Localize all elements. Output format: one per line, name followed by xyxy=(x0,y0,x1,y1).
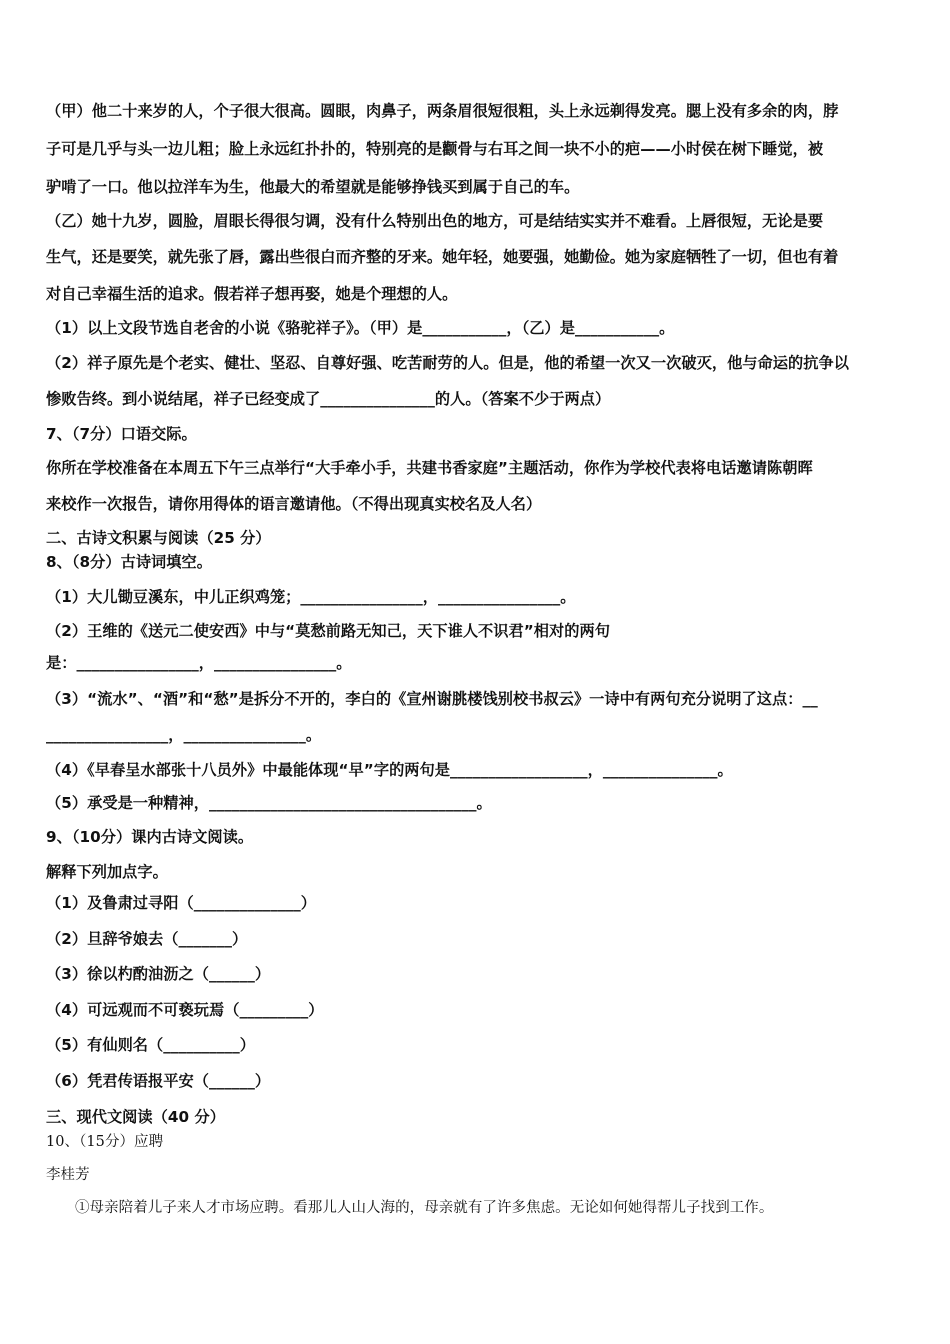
question-7-heading: 7、（7分）口语交际。 xyxy=(46,425,197,443)
passage-b-line-3: 对自己幸福生活的追求。假若祥子想再娶，她是个理想的人。 xyxy=(46,285,458,303)
question-7-text-line-2: 来校作一次报告，请你用得体的语言邀请他。（不得出现真实校名及人名） xyxy=(46,495,542,513)
question-8-1: （1）大儿锄豆溪东，中儿正织鸡笼；________________，________________。 xyxy=(46,588,576,606)
passage-b-line-1: （乙）她十九岁，圆脸，眉眼长得很匀调，没有什么特别出色的地方，可是结结实实并不难看。上唇很短，无论是要 xyxy=(46,212,824,230)
question-8-3-line-2: ________________，________________。 xyxy=(46,726,322,744)
question-10-paragraph-1: ①母亲陪着儿子来人才市场应聘。看那儿人山人海的，母亲就有了许多焦虑。无论如何她得帮儿子找到工作。 xyxy=(75,1200,774,1216)
question-9-item-6: （6）凭君传语报平安（______） xyxy=(46,1072,271,1090)
passage-a-line-2: 子可是几乎与头一边儿粗；脸上永远红扑扑的，特别亮的是颧骨与右耳之间一块不小的疤——小时侯在树下睡觉，被 xyxy=(46,140,824,158)
question-9-item-1: （1）及鲁肃过寻阳（______________） xyxy=(46,894,317,912)
section-3-heading: 三、现代文阅读（40 分） xyxy=(46,1108,225,1126)
question-7-text-line-1: 你所在学校准备在本周五下午三点举行“大手牵小手，共建书香家庭”主题活动，你作为学校代表将电话邀请陈朝晖 xyxy=(46,459,813,477)
section-2-heading: 二、古诗文积累与阅读（25 分） xyxy=(46,529,271,547)
question-8-2-line-2: 是：________________，________________。 xyxy=(46,654,352,672)
question-8-4: （4）《早春呈水部张十八员外》中最能体现“早”字的两句是__________________，_______________。 xyxy=(46,761,733,779)
question-9-item-5: （5）有仙则名（__________） xyxy=(46,1036,255,1054)
passage-b-line-2: 生气，还是要笑，就先张了唇，露出些很白而齐整的牙来。她年轻，她要强，她勤俭。她为家庭牺牲了一切，但也有着 xyxy=(46,248,839,266)
passage-a-line-3: 驴啃了一口。他以拉洋车为生，他最大的希望就是能够挣钱买到属于自己的车。 xyxy=(46,178,580,196)
question-8-2-line-1: （2）王维的《送元二使安西》中与“莫愁前路无知己，天下谁人不识君”相对的两句 xyxy=(46,622,610,640)
question-6-2-line-1: （2）祥子原先是个老实、健壮、坚忍、自尊好强、吃苦耐劳的人。但是，他的希望一次又一次破灭，他与命运的抗争以 xyxy=(46,354,849,372)
question-8-5: （5）承受是一种精神，___________________________________。 xyxy=(46,794,492,812)
question-10-author: 李桂芳 xyxy=(46,1167,90,1183)
question-9-item-3: （3）徐以杓酌油沥之（______） xyxy=(46,965,271,983)
question-8-heading: 8、（8分）古诗词填空。 xyxy=(46,553,213,571)
question-6-1: （1）以上文段节选自老舍的小说《骆驼祥子》。（甲）是___________，（乙）是___________。 xyxy=(46,319,675,337)
question-10-heading: 10、（15分）应聘 xyxy=(46,1134,164,1150)
question-9-intro: 解释下列加点字。 xyxy=(46,863,168,881)
question-8-3-line-1: （3）“流水”、“酒”和“愁”是拆分不开的，李白的《宣州谢朓楼饯别校书叔云》一诗中有两句充分说明了这点：__ xyxy=(46,690,818,708)
question-9-item-2: （2）旦辞爷娘去（_______） xyxy=(46,930,248,948)
question-9-heading: 9、（10分）课内古诗文阅读。 xyxy=(46,828,254,846)
passage-a-line-1: （甲）他二十来岁的人，个子很大很高。圆眼，肉鼻子，两条眉很短很粗，头上永远剃得发亮。腮上没有多余的肉，脖 xyxy=(46,102,839,120)
question-6-2-line-2: 惨败告终。到小说结尾，祥子已经变成了_______________的人。（答案不少于两点） xyxy=(46,390,611,408)
question-9-item-4: （4）可远观而不可亵玩焉（_________） xyxy=(46,1001,324,1019)
